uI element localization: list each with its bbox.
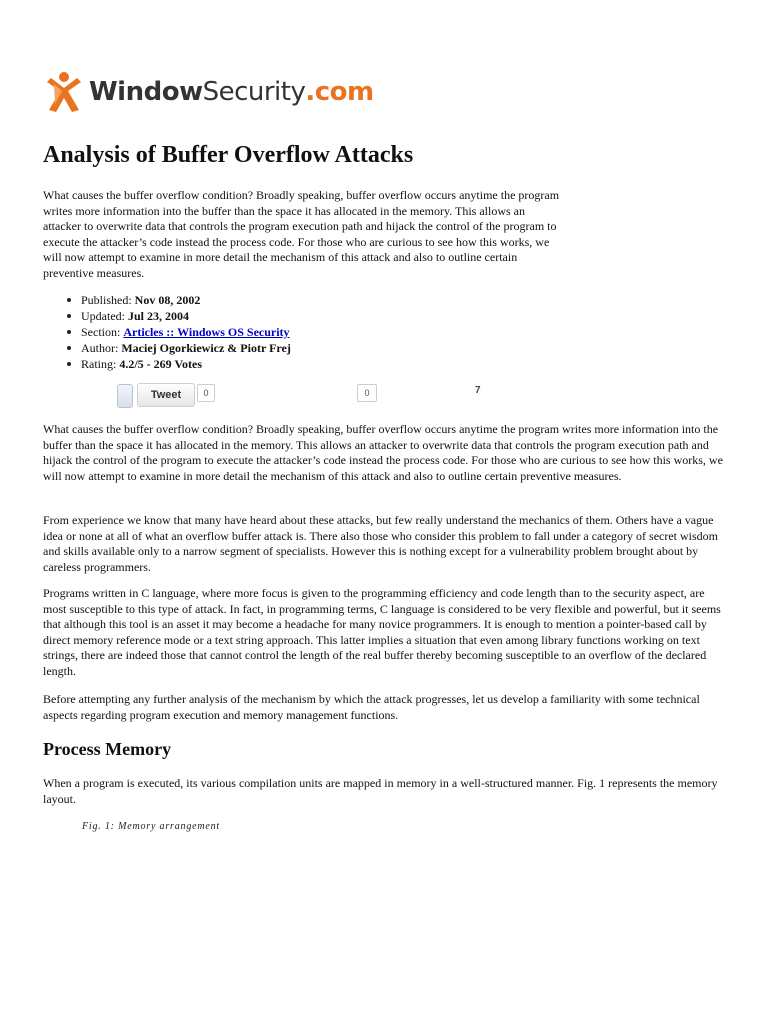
article-intro: What causes the buffer overflow condition? Broadly speaking, buffer overflow occurs anytime the program writes more information into the buffer than the space it has allocated in the memory. This allows an attacker to overwrite data that controls the program execution path and hijack the control of the program to execute the attacker’s code instead the process code. For those who are curious to see how this works, we will now attempt to examine in more detail the mechanism of this attack and also to outline certain preventive measures.	[43, 188, 560, 280]
figure-caption: Fig. 1: Memory arrangement	[82, 821, 220, 832]
meta-updated-value: Jul 23, 2004	[128, 309, 190, 323]
social-share-bar	[117, 382, 497, 408]
section-heading-process-memory: Process Memory	[43, 739, 172, 759]
meta-section	[43, 324, 291, 340]
meta-section-label: Section:	[81, 325, 121, 339]
tweet-count: 0	[197, 384, 215, 402]
logo-word-window: Window	[89, 77, 203, 107]
section-link[interactable]: Articles :: Windows OS Security	[123, 325, 290, 339]
meta-published-value: Nov 08, 2002	[134, 293, 201, 307]
windowsecurity-logo-icon	[43, 70, 85, 114]
body-paragraph-4: Before attempting any further analysis of the mechanism by which the attack progresses, let us develop a familiarity with some technical aspects regarding program execution and memory management functions.	[43, 692, 700, 722]
meta-author-value: Maciej Ogorkiewicz & Piotr Frej	[121, 341, 291, 355]
article-meta-list	[43, 292, 291, 372]
body-paragraph-1: What causes the buffer overflow condition? Broadly speaking, buffer overflow occurs anytime the program writes more information into the buffer than the space it has allocated in the memory. This allows an attacker to overwrite data that controls the program execution path and hijack the control of the program to execute the attacker’s code instead the process code. For those who are curious to see how this works, we will now attempt to examine in more detail the mechanism of this attack and also to outline certain preventive measures.	[43, 422, 723, 483]
meta-rating-value: 4.2/5 - 269 Votes	[119, 357, 203, 371]
meta-published	[43, 292, 291, 308]
logo-word-com: .com	[305, 77, 374, 107]
share-button-icon[interactable]	[117, 384, 133, 408]
meta-rating-label: Rating:	[81, 357, 117, 371]
body-paragraph-2: From experience we know that many have heard about these attacks, but few really understand the mechanics of them. Others have a vague idea or none at all of what an overflow buffer attack is. There also those who consider this problem to fall under a category of secret wisdom and skills available only to a narrow segment of specialists. However this is nothing except for a vulnerability problem brought about by careless programmers.	[43, 513, 719, 574]
logo-word-security: Security	[202, 77, 306, 107]
meta-author-label: Author:	[81, 341, 119, 355]
meta-author	[43, 340, 291, 356]
process-memory-paragraph: When a program is executed, its various compilation units are mapped in memory in a well-structured manner. Fig. 1 represents the memory layout.	[43, 776, 718, 806]
meta-published-label: Published:	[81, 293, 132, 307]
tweet-button[interactable]: Tweet	[137, 383, 195, 407]
logo-wordmark	[89, 79, 374, 105]
like-count: 7	[475, 385, 481, 396]
share-count: 0	[357, 384, 377, 402]
site-logo[interactable]	[43, 68, 374, 116]
meta-rating	[43, 356, 291, 372]
body-paragraph-3: Programs written in C language, where more focus is given to the programming efficiency and code length than to the security aspect, are most susceptible to this type of attack. In fact, in programming terms, C language is considered to be very flexible and powerful, but it seems that although this tool is an asset it may become a headache for many novice programmers. It is enough to mention a pointer-based call by direct memory reference mode or a text string approach. This latter implies a situation that even among library functions working on text strings, there are indeed those that cannot control the length of the real buffer thereby becoming susceptible to an overflow of the declared length.	[43, 586, 721, 678]
meta-updated	[43, 308, 291, 324]
article-title: Analysis of Buffer Overflow Attacks	[43, 142, 414, 168]
meta-updated-label: Updated:	[81, 309, 125, 323]
